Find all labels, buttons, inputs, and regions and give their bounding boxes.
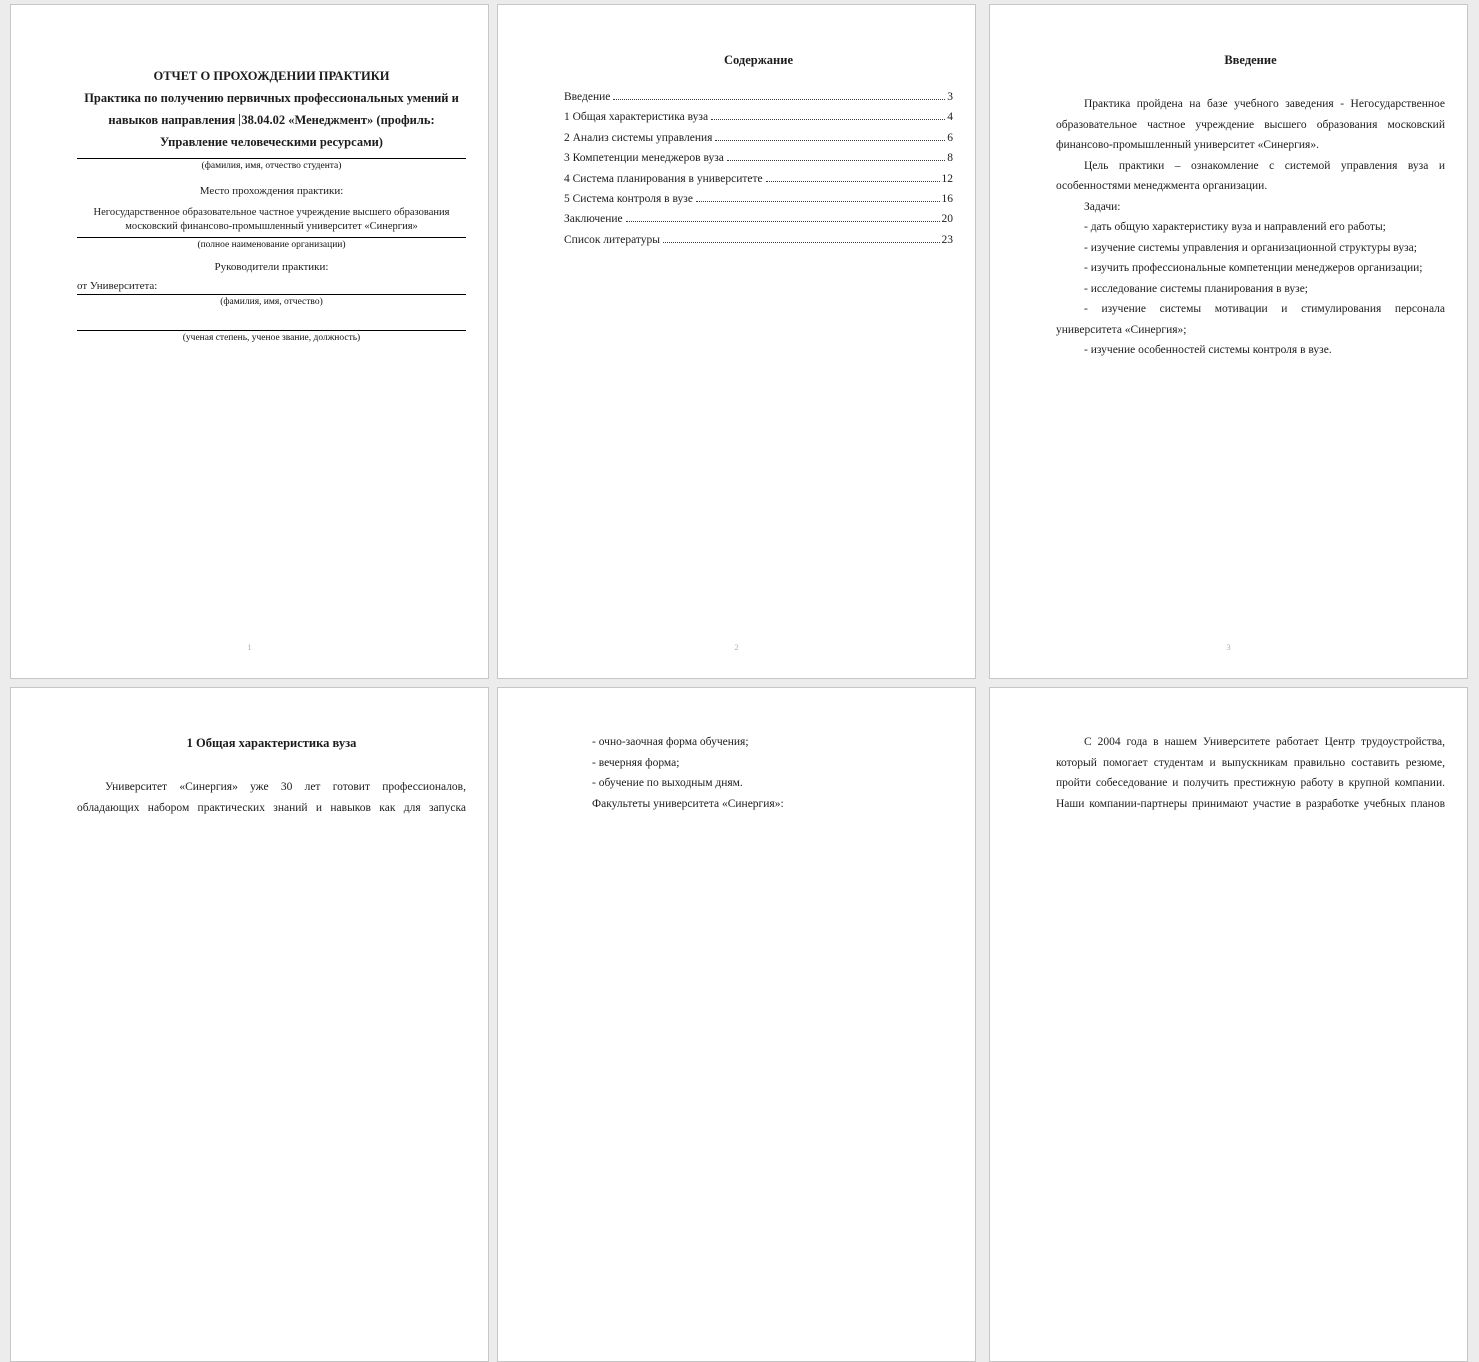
paragraph: Цель практики – ознакомление с системой управления вуза и особенностями менеджмента организации. [1056,159,1445,192]
toc-entry-label: Введение [564,91,611,103]
toc-entry-label: Заключение [564,213,623,226]
student-name-blank-line [77,158,466,159]
degree-caption: (ученая степень, ученое звание, должность) [182,333,361,343]
paragraph: Задачи: [1084,200,1121,213]
list-item: - дать общую характеристику вуза и направлений его работы; [1084,221,1386,233]
toc-dotted-leader [696,201,940,202]
introduction-title: Введение [1224,53,1277,67]
toc-entry-page: 6 [947,131,953,144]
document-page-2[interactable] [497,4,976,679]
toc-entry-page: 16 [941,192,953,205]
toc-entry-zaklyuchenie[interactable] [564,209,953,229]
toc-entry-label: 1 Общая характеристика вуза [564,111,709,124]
toc-entry-label: 2 Анализ системы управления [564,131,713,144]
page-number-2: 2 [734,642,739,652]
toc-dotted-leader [711,119,945,120]
document-page-1[interactable] [10,4,489,679]
toc-dotted-leader [766,181,940,182]
toc-title: Содержание [723,53,793,67]
paragraph: С 2004 года в нашем Университете работает Центр трудоустройства, который помогает студентам и выпускникам правильно составить резюме, пройти собеседование и получить престижную работу в крупной компании. Наши компании-партнеры принимают участие в разработке учебных планов [1056,736,1445,810]
report-subtitle [77,87,466,153]
supervisor-name-caption: (фамилия, имя, отчество) [220,297,323,307]
toc-entry-vvedenie[interactable] [564,87,953,107]
toc-entry-page: 20 [941,213,953,226]
organization-caption: (полное наименование организации) [197,240,346,250]
toc-dotted-leader [626,221,940,222]
list-item: - очно-заочная форма обучения; [592,736,749,748]
organization-name [77,206,466,233]
document-page-6[interactable] [989,687,1468,1362]
list-item: - изучить профессиональные компетенции менеджеров организации; [1084,262,1423,274]
toc-entry-section5[interactable] [564,189,953,209]
list-item: - исследование системы планирования в вузе; [1084,282,1308,295]
document-page-3[interactable] [989,4,1468,679]
page-3-content [990,5,1467,361]
organization-name-line2: московский финансово-промышленный университет «Синергия» [125,220,418,232]
document-page-4[interactable] [10,687,489,1362]
list-item: - вечерняя форма; [592,756,680,769]
report-subtitle-part1: Практика по получению первичных профессиональных умений и навыков направления [84,91,459,127]
page-5-content [498,688,975,814]
toc-entry-page: 8 [947,152,953,165]
toc-list [564,87,953,250]
practice-place-label: Место прохождения практики: [199,185,344,197]
toc-dotted-leader [727,160,945,161]
toc-dotted-leader [613,99,945,100]
page-2-content [498,5,975,250]
toc-entry-section3[interactable] [564,148,953,168]
document-page-5[interactable] [497,687,976,1362]
page-number-1: 1 [247,642,252,652]
report-subtitle-part2: 38.04.02 «Менеджмент» (профиль: Управление человеческими ресурсами) [160,113,435,149]
toc-dotted-leader [715,140,945,141]
student-name-caption: (фамилия, имя, отчество студента) [201,161,342,171]
toc-entry-literatura[interactable] [564,230,953,250]
section1-title: 1 Общая характеристика вуза [186,736,357,750]
list-item: - изучение системы мотивации и стимулирования персонала университета «Синергия»; [1056,303,1445,336]
toc-dotted-leader [663,242,940,243]
toc-entry-page: 4 [947,111,953,124]
from-university-label: от Университета: [77,280,158,292]
page-number-3: 3 [1226,642,1231,652]
toc-entry-section4[interactable] [564,169,953,189]
list-item: - обучение по выходным дням. [592,777,743,789]
toc-entry-label: 5 Система контроля в вузе [564,192,693,205]
organization-name-line1: Негосударственное образовательное частное учреждение высшего образования [93,207,450,218]
supervisor-name-blank-line [77,294,466,295]
paragraph: Университет «Синергия» уже 30 лет готовит профессионалов, обладающих набором практических знаний и навыков как для запуска [77,781,466,814]
toc-entry-label: 4 Система планирования в университете [564,172,763,185]
toc-entry-page: 3 [947,91,953,103]
organization-blank-line [77,237,466,238]
paragraph: Практика пройдена на базе учебного заведения - Негосударственное образовательное частное учреждение высшего образования московский финансово-промышленный университет «Синергия». [1056,98,1445,151]
degree-blank-line [77,330,466,331]
toc-entry-label: 3 Компетенции менеджеров вуза [564,152,724,165]
toc-entry-section2[interactable] [564,128,953,148]
page-4-content [11,688,488,818]
toc-entry-page: 23 [941,233,953,246]
paragraph: Факультеты университета «Синергия»: [592,797,784,810]
page-1-content [11,5,488,344]
supervisors-label: Руководители практики: [214,261,329,273]
report-title: ОТЧЕТ О ПРОХОЖДЕНИИ ПРАКТИКИ [153,69,390,83]
page-6-content [990,688,1467,814]
introduction-body [1056,94,1445,361]
list-item: - изучение особенностей системы контроля в вузе. [1084,344,1332,356]
toc-entry-page: 12 [941,172,953,185]
list-item: - изучение системы управления и организационной структуры вуза; [1084,241,1417,254]
toc-entry-section1[interactable] [564,107,953,127]
toc-entry-label: Список литературы [564,233,660,246]
